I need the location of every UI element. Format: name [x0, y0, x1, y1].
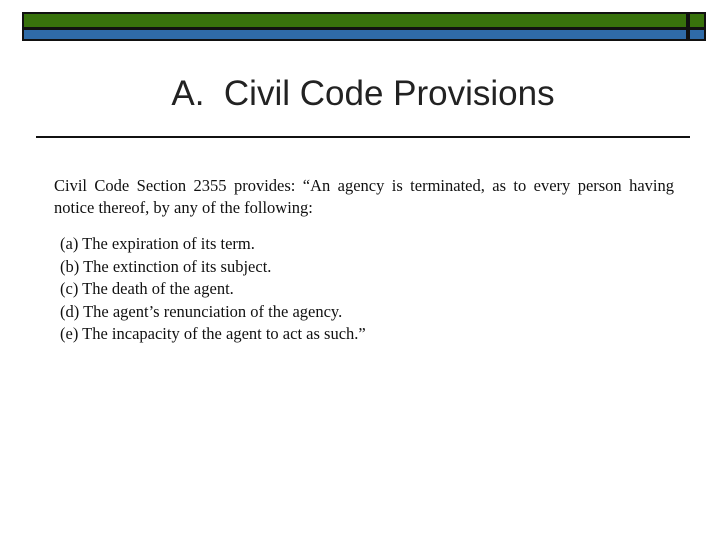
- list-item: (c) The death of the agent.: [60, 279, 234, 298]
- corner-green-square: [688, 12, 706, 29]
- list-item: (b) The extinction of its subject.: [60, 256, 272, 276]
- provision-list: [60, 233, 674, 346]
- intro-paragraph: Civil Code Section 2355 provides: “An agency is terminated, as to every person having notice thereof, by any of the following:: [54, 176, 674, 217]
- slide-body: [54, 175, 674, 346]
- slide-title: A. Civil Code Provisions: [171, 74, 555, 113]
- top-green-bar: [22, 12, 688, 29]
- corner-blue-square: [688, 28, 706, 41]
- title-divider: [36, 136, 690, 138]
- list-item: (e) The incapacity of the agent to act as such.”: [60, 324, 366, 343]
- list-item: (a) The expiration of its term.: [60, 234, 255, 253]
- top-blue-bar: [22, 28, 688, 41]
- list-item: (d) The agent’s renunciation of the agency.: [60, 301, 343, 321]
